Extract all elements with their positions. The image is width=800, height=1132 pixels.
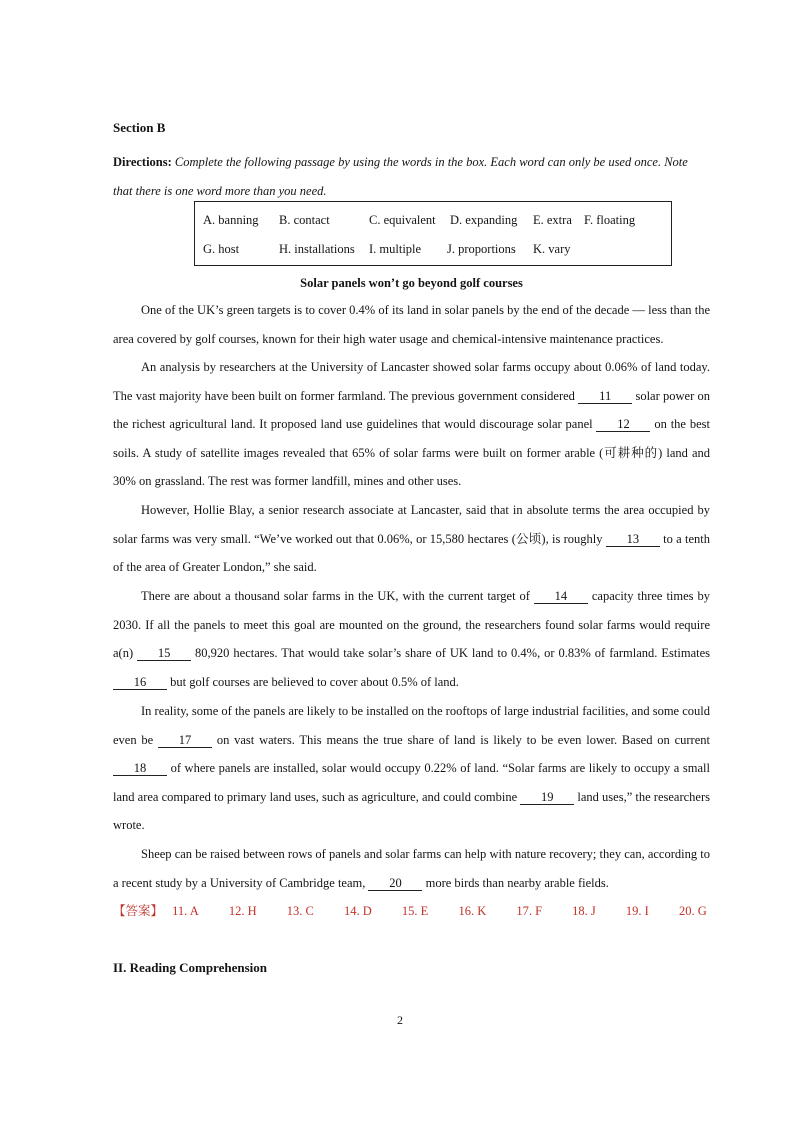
passage-text: In reality, some of the panels are likely to be installed on the rooftops of large industrial facilities, and some could even be — [113, 704, 710, 747]
section-title: Section B — [113, 120, 166, 135]
passage-text: on the best soils. A study of satellite images revealed that 65% of solar farms were built on former arable (可耕种的) land and 30% on grassland. The rest was former landfill, mines and other uses. — [113, 417, 710, 489]
blank-11: 11 — [578, 389, 632, 404]
passage-text: solar power on the richest agricultural land. It proposed land use guidelines that would discourage solar panel — [113, 388, 711, 432]
answer-item: 12. H — [228, 904, 257, 918]
passage-paragraph — [113, 353, 710, 496]
answer-item: 17. F — [516, 904, 543, 918]
answer-item: 11. A — [172, 904, 199, 918]
passage-text: on vast waters. This means the true share of land is likely to be even lower. Based on current — [212, 732, 710, 747]
passage-paragraph — [113, 697, 710, 840]
passage-text: to a tenth of the area of Greater London,” she said. — [113, 531, 710, 575]
directions-text: Complete the following passage by using the words in the box. Each word can only be used once. Note that there is one word more than you need. — [113, 155, 688, 198]
passage-text: capacity three times by 2030. If all the panels to meet this goal are mounted on the ground, the researchers found solar farms would require a(n) — [113, 589, 710, 661]
passage-text: One of the UK’s green targets is to cover 0.4% of its land in solar panels by the end of the decade — less than the area covered by golf courses, known for their high water usage and chemical-intensive maintenance practices. — [113, 303, 710, 346]
page-number: 2 — [397, 1013, 403, 1027]
passage-text: An analysis by researchers at the University of Lancaster showed solar farms occupy about 0.06% of land today. The vast majority have been built on former farmland. The previous government considered — [113, 360, 710, 403]
word-box — [194, 201, 672, 266]
blank-20: 20 — [368, 876, 422, 891]
blank-13: 13 — [606, 532, 660, 547]
word-option: I. multiple — [369, 242, 422, 256]
passage-text: Sheep can be raised between rows of panels and solar farms can help with nature recovery; they can, according to a recent study by a University of Cambridge team, — [113, 847, 710, 890]
passage-text: more birds than nearby arable fields. — [422, 875, 609, 890]
word-option: D. expanding — [450, 213, 518, 227]
blank-18: 18 — [113, 761, 167, 776]
blank-14: 14 — [534, 589, 588, 604]
passage-paragraph — [113, 296, 710, 353]
answer-item: 19. I — [625, 904, 649, 918]
passage-text: but golf courses are believed to cover about 0.5% of land. — [167, 674, 459, 689]
passage-title: Solar panels won’t go beyond golf courses — [300, 276, 523, 290]
word-option: G. host — [203, 242, 240, 256]
word-option: J. proportions — [447, 242, 516, 256]
answer-item: 18. J — [572, 904, 596, 918]
answer-key — [113, 901, 734, 919]
passage-text: However, Hollie Blay, a senior research associate at Lancaster, said that in absolute terms the area occupied by solar farms was very small. “We’ve worked out that 0.06%, or 15,580 hectares (公顷), is roughly — [113, 503, 710, 546]
blank-15: 15 — [137, 646, 191, 661]
word-option: F. floating — [584, 213, 636, 227]
next-section-heading: II. Reading Comprehension — [113, 960, 267, 975]
passage-text: There are about a thousand solar farms in the UK, with the current target of — [141, 589, 534, 603]
word-option: C. equivalent — [369, 213, 436, 227]
answer-item: 14. D — [344, 904, 372, 918]
blank-17: 17 — [158, 733, 212, 748]
word-option: K. vary — [533, 242, 571, 256]
word-option: E. extra — [533, 213, 572, 227]
passage-text: 80,920 hectares. That would take solar’s share of UK land to 0.4%, or 0.83% of farmland. Estimates — [191, 646, 710, 661]
passage-text: of where panels are installed, solar would occupy 0.22% of land. “Solar farms are likely to occupy a small land area compared to primary land uses, such as agriculture, and could combine — [113, 761, 710, 804]
passage-paragraph — [113, 840, 710, 897]
blank-12: 12 — [596, 417, 650, 432]
passage-paragraph — [113, 496, 710, 582]
word-option: A. banning — [203, 213, 259, 227]
passage-paragraph — [113, 582, 710, 696]
blank-16: 16 — [113, 675, 167, 690]
answer-key-label: 【答案】 — [113, 904, 164, 918]
directions — [113, 148, 710, 206]
answer-item: 13. C — [286, 904, 314, 918]
word-option: H. installations — [279, 242, 355, 256]
directions-label: Directions: — [113, 155, 172, 169]
answer-item: 20. G — [678, 904, 707, 918]
answer-item: 15. E — [401, 904, 429, 918]
answer-item: 16. K — [458, 904, 487, 918]
blank-19: 19 — [520, 790, 574, 805]
passage-text: land uses,” the researchers wrote. — [113, 789, 710, 833]
word-option: B. contact — [279, 213, 330, 227]
